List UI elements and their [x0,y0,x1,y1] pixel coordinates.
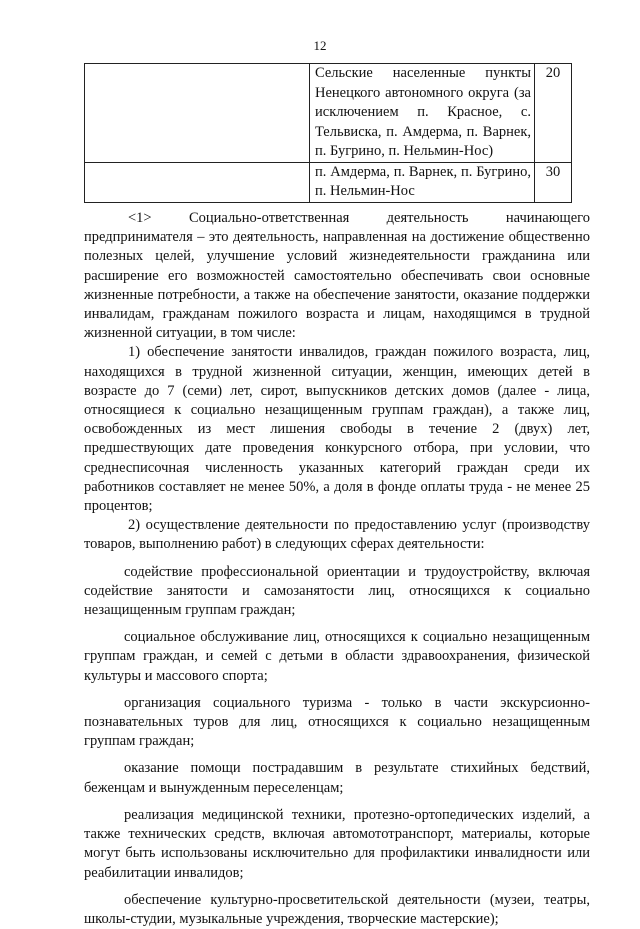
footnote-paragraph: <1> Социально-ответственная деятельность начинающего предпринимателя – это деятельность, направленная на достижение общественно полезных целей, улучшение условий жизнедеятельности гражданина или расширение его возможностей самостоятельно обеспечивать свои основные жизненные потребности, а также на обеспечение занятости, оказание поддержки инвалидам, гражданам пожилого возраста и лицам, находящимся в трудной жизненной ситуации, в том числе: [84,210,590,342]
table-cell-value: 30 [535,162,572,202]
sub-item: реализация медицинской техники, протезно-ортопедических изделий, а также технических средств, включая автомототранспорт, материалы, которые могут быть использованы исключительно для профилактики инвалидности или реабилитации инвалидов; [84,806,590,881]
sub-item: организация социального туризма - только в части экскурсионно-познавательных туров для лиц, относящихся к социально незащищенным группам граждан; [84,694,590,750]
place-text: п. Амдерма, п. Варнек, п. Бугрино, п. Нельмин-Нос [315,163,531,199]
sub-item: содействие профессиональной ориентации и трудоустройству, включая содействие занятости и самозанятости лиц, относящихся к социально незащищенным группам граждан; [84,563,590,619]
table-cell-place [310,162,535,202]
table-cell-value: 20 [535,64,572,163]
body-text [84,209,590,929]
sub-item: обеспечение культурно-просветительской деятельности (музеи, театры, школы-студии, музыкальные учреждения, творческие мастерские); [84,891,590,927]
table-row [85,64,572,163]
table-cell-place [310,64,535,163]
place-text: Сельские населенные пункты Ненецкого автономного округа (за исключением п. Красное, с. Тельвиска, п. Амдерма, п. Варнек, п. Бугрино, п. Нельмин-Нос) [315,65,531,159]
list-item-2: 2) осуществление деятельности по предоставлению услуг (производству товаров, выполнению работ) в следующих сферах деятельности: [84,517,590,553]
page-number: 12 [313,38,327,53]
table-cell-empty [85,64,310,163]
sub-item: оказание помощи пострадавшим в результате стихийных бедствий, беженцам и вынужденным переселенцам; [84,760,590,796]
table-row [85,162,572,202]
table-cell-empty [85,162,310,202]
list-item-1: 1) обеспечение занятости инвалидов, граждан пожилого возраста, лиц, находящихся в трудной жизненной ситуации, женщин, имеющих детей в возрасте до 7 (семи) лет, сирот, выпускников детских домов (далее - лица, относящиеся к социально незащищенным группам граждан), а также лиц, освобожденных из мест лишения свободы в течение 2 (двух) лет, предшествующих дате проведения конкурсного отбора, при условии, что среднесписочная численность указанных категорий граждан среди их работников составляет не менее 50%, а доля в фонде оплаты труда - не менее 25 процентов; [84,344,590,515]
regions-table [84,63,572,203]
sub-item: социальное обслуживание лиц, относящихся к социально незащищенным группам граждан, и семей с детьми в области здравоохранения, физической культуры и массового спорта; [84,629,590,684]
